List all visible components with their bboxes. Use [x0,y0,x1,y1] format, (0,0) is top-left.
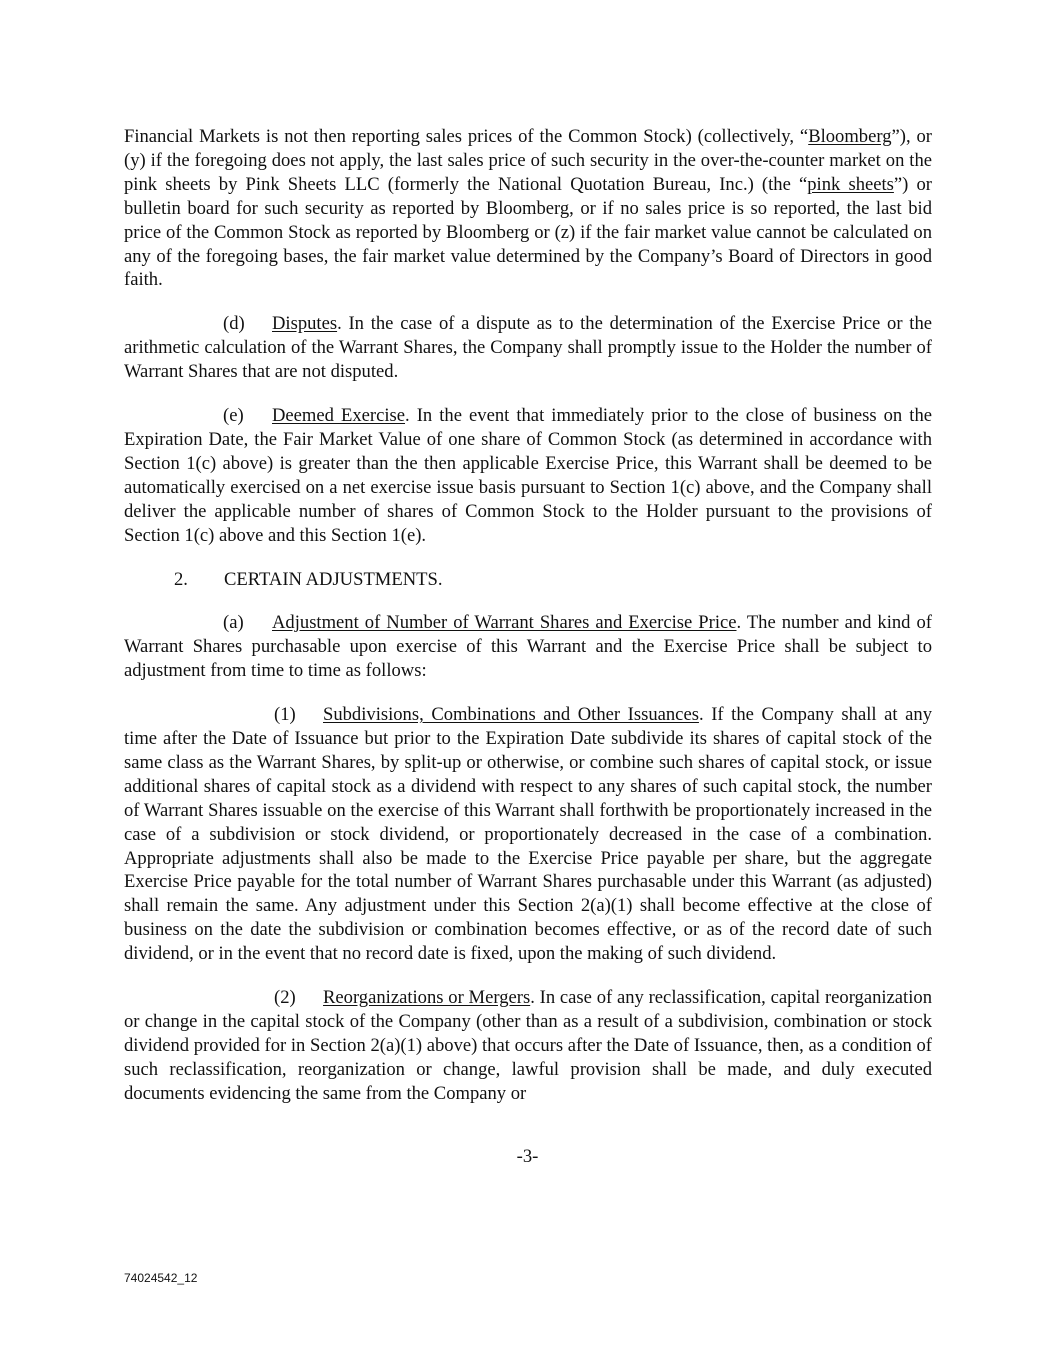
document-id: 74024542_12 [124,1271,198,1285]
intro-text-1: Financial Markets is not then reporting sales prices of the Common Stock) (collectively, “ [124,126,809,147]
pink-sheets-term: pink sheets [807,173,894,195]
reorganizations-heading: Reorganizations or Mergers [323,987,531,1009]
document-body [124,125,932,1126]
adjustment-paragraph [124,611,932,683]
disputes-paragraph [124,312,932,384]
intro-text-3: ”) or bulletin board for such security as reported by Bloomberg, or if no sales price is so reported, the last bid price of the Common Stock as reported by Bloomberg or (z) if the fair market value cannot be calculated on any of the foregoing bases, the fair market value determined by the Company’s Board of Directors in good faith. [124,173,932,291]
subdivisions-label: (1) [274,704,296,726]
deemed-exercise-paragraph [124,404,932,547]
deemed-exercise-text: . In the event that immediately prior to the close of business on the Expiration Date, the Fair Market Value of one share of Common Stock (as determined in accordance with Section 1(c) above) is greater than the then applicable Exercise Price, this Warrant shall be deemed to be automatically exercised on a net exercise issue basis pursuant to Section 1(c) above, and the Company shall deliver the applicable number of shares of Common Stock to the Holder pursuant to the provisions of Section 1(c) above and this Section 1(e). [124,405,932,546]
reorganizations-text: . In case of any reclassification, capital reorganization or change in the capital stock of the Company (other than as a result of a subdivision, combination or stock dividend provided for in Section 2(a)(1) above) that occurs after the Date of Issuance, then, as a condition of such reclassification, reorganization or change, lawful provision shall be made, and duly executed documents evidencing the same from the Company or [124,987,932,1104]
subdivisions-heading: Subdivisions, Combinations and Other Issuances [323,704,699,726]
subdivisions-paragraph [124,703,932,966]
reorganizations-label: (2) [274,987,296,1009]
disputes-text: . In the case of a dispute as to the determination of the Exercise Price or the arithmetic calculation of the Warrant Shares, the Company shall promptly issue to the Holder the number of Warrant Shares that are not disputed. [124,313,932,383]
deemed-exercise-label: (e) [223,405,244,427]
subdivisions-text: . If the Company shall at any time after the Date of Issuance but prior to the Expiration Date subdivide its shares of capital stock of the same class as the Warrant Shares, by split-up or otherwise, or combine such shares of capital stock, or issue additional shares of capital stock as a dividend with respect to any shares of such capital stock, the number of Warrant Shares issuable on the exercise of this Warrant shall forthwith be proportionately increased in the case of a subdivision or stock dividend, or proportionately decreased in the case of a combination. Appropriate adjustments shall also be made to the Exercise Price payable per share, but the aggregate Exercise Price payable for the total number of Warrant Shares purchasable under this Warrant (as adjusted) shall remain the same. Any adjustment under this Section 2(a)(1) shall become effective at the close of business on the date the subdivision or combination becomes effective, or as of the record date of such dividend, or in the event that no record date is fixed, upon the making of such dividend. [124,704,933,965]
deemed-exercise-heading: Deemed Exercise [272,405,406,427]
bloomberg-term: Bloomberg [808,126,892,147]
reorganizations-paragraph [124,986,932,1106]
section-2-title: CERTAIN ADJUSTMENTS. [224,568,443,590]
intro-text-2: ”), or (y) if the foregoing does not apply, the last sales price of such security in the over-the-counter market on the pink sheets by Pink Sheets LLC (formerly the National Quotation Bureau, Inc.) (the “ [124,126,932,195]
adjustment-label: (a) [223,612,244,634]
disputes-label: (d) [223,313,245,335]
section-2-number: 2. [174,568,188,590]
page-number: -3- [516,1146,539,1167]
section-2-heading [124,568,932,592]
adjustment-heading: Adjustment of Number of Warrant Shares and Exercise Price [272,612,737,634]
intro-paragraph [124,125,932,292]
adjustment-text: . The number and kind of Warrant Shares purchasable upon exercise of this Warrant and the Exercise Price shall be subject to adjustment from time to time as follows: [124,612,932,682]
disputes-heading: Disputes [272,313,338,335]
